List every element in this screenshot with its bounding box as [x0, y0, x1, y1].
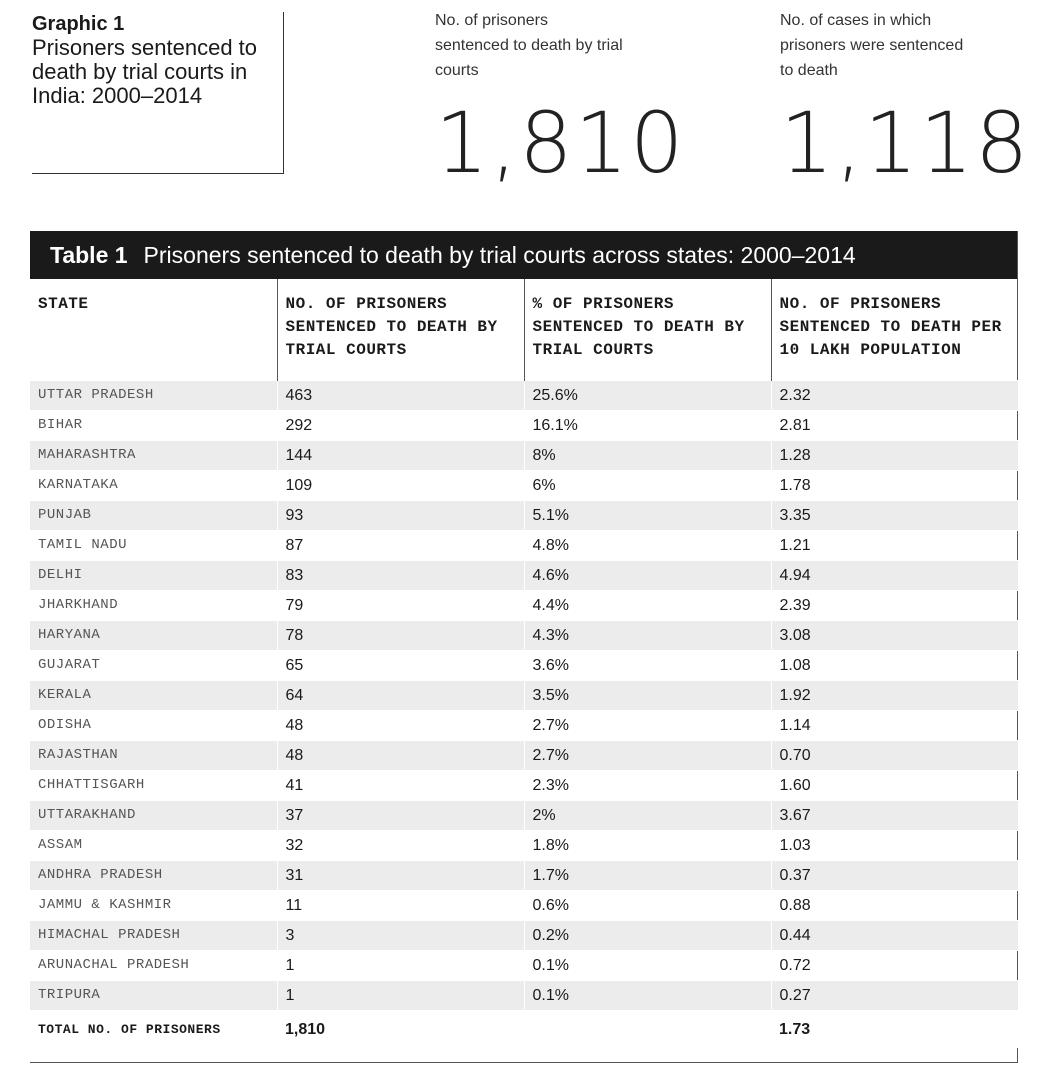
cell-count: 41 [277, 770, 524, 800]
table-title: Prisoners sentenced to death by trial courts across states: 2000–2014 [143, 241, 856, 268]
cell-per-lakh: 3.08 [771, 620, 1018, 650]
cell-percent: 6% [524, 470, 771, 500]
cell-percent: 3.5% [524, 680, 771, 710]
cell-per-lakh: 2.81 [771, 410, 1018, 440]
total-cell-percent [524, 1010, 771, 1048]
cell-percent: 16.1% [524, 410, 771, 440]
cell-percent: 0.1% [524, 980, 771, 1010]
cell-state: RAJASTHAN [30, 740, 277, 770]
cell-state: KERALA [30, 680, 277, 710]
graphic-caption-box [32, 12, 284, 174]
cell-percent: 4.3% [524, 620, 771, 650]
cell-percent: 0.1% [524, 950, 771, 980]
table-row [30, 770, 1018, 800]
header-row [30, 279, 1018, 380]
table-row [30, 410, 1018, 440]
cell-count: 32 [277, 830, 524, 860]
cell-per-lakh: 0.70 [771, 740, 1018, 770]
cell-count: 463 [277, 380, 524, 410]
column-header-count: NO. OF PRISONERS SENTENCED TO DEATH BY TRIAL COURTS [277, 279, 524, 380]
cell-count: 1 [277, 980, 524, 1010]
table-label: Table 1 [50, 241, 128, 268]
cell-per-lakh: 1.14 [771, 710, 1018, 740]
table-row [30, 920, 1018, 950]
cell-per-lakh: 1.28 [771, 440, 1018, 470]
cell-state: CHHATTISGARH [30, 770, 277, 800]
cell-state: GUJARAT [30, 650, 277, 680]
cell-percent: 25.6% [524, 380, 771, 410]
cell-state: DELHI [30, 560, 277, 590]
cell-count: 3 [277, 920, 524, 950]
cell-per-lakh: 1.03 [771, 830, 1018, 860]
cell-count: 292 [277, 410, 524, 440]
cell-percent: 4.6% [524, 560, 771, 590]
cell-count: 87 [277, 530, 524, 560]
cell-percent: 1.8% [524, 830, 771, 860]
cell-state: HIMACHAL PRADESH [30, 920, 277, 950]
cell-state: ASSAM [30, 830, 277, 860]
graphic-title: Prisoners sentenced to death by trial courts in India: 2000–2014 [32, 35, 258, 108]
cell-state: PUNJAB [30, 500, 277, 530]
cell-count: 11 [277, 890, 524, 920]
cell-state: MAHARASHTRA [30, 440, 277, 470]
cell-percent: 0.6% [524, 890, 771, 920]
table-row [30, 950, 1018, 980]
cell-count: 65 [277, 650, 524, 680]
cell-percent: 2% [524, 800, 771, 830]
data-table [30, 279, 1018, 1048]
cell-count: 1 [277, 950, 524, 980]
cell-count: 83 [277, 560, 524, 590]
cell-percent: 2.7% [524, 710, 771, 740]
cell-state: UTTARAKHAND [30, 800, 277, 830]
cell-percent: 5.1% [524, 500, 771, 530]
table-row [30, 740, 1018, 770]
cell-count: 93 [277, 500, 524, 530]
cell-percent: 2.3% [524, 770, 771, 800]
cell-count: 109 [277, 470, 524, 500]
cell-state: JAMMU & KASHMIR [30, 890, 277, 920]
cell-per-lakh: 0.88 [771, 890, 1018, 920]
cell-state: HARYANA [30, 620, 277, 650]
cell-per-lakh: 0.27 [771, 980, 1018, 1010]
cell-state: TAMIL NADU [30, 530, 277, 560]
cell-state: TRIPURA [30, 980, 277, 1010]
total-cell-count: 1,810 [277, 1010, 524, 1048]
cell-per-lakh: 0.72 [771, 950, 1018, 980]
table-row [30, 710, 1018, 740]
cell-per-lakh: 4.94 [771, 560, 1018, 590]
cell-per-lakh: 1.08 [771, 650, 1018, 680]
stat-prisoners [435, 8, 686, 192]
table-row [30, 530, 1018, 560]
table-row [30, 860, 1018, 890]
column-header-per-lakh: NO. OF PRISONERS SENTENCED TO DEATH PER 10 LAKH POPULATION [771, 279, 1018, 380]
cell-percent: 8% [524, 440, 771, 470]
cell-state: ARUNACHAL PRADESH [30, 950, 277, 980]
table-row [30, 680, 1018, 710]
cell-per-lakh: 2.39 [771, 590, 1018, 620]
table-row [30, 440, 1018, 470]
total-cell-state: TOTAL NO. OF PRISONERS [30, 1010, 277, 1048]
column-header-state: STATE [38, 295, 89, 313]
table-title-bar [30, 231, 1017, 279]
total-cell-per-lakh: 1.73 [771, 1010, 1018, 1048]
stat-value: 1,810 [435, 94, 686, 192]
cell-count: 144 [277, 440, 524, 470]
cell-percent: 4.8% [524, 530, 771, 560]
cell-per-lakh: 3.35 [771, 500, 1018, 530]
cell-state: ANDHRA PRADESH [30, 860, 277, 890]
table-row [30, 380, 1018, 410]
table-row [30, 830, 1018, 860]
cell-count: 31 [277, 860, 524, 890]
cell-percent: 3.6% [524, 650, 771, 680]
stat-value: 1,118 [780, 94, 1031, 192]
cell-per-lakh: 0.44 [771, 920, 1018, 950]
graphic-label: Graphic 1 [32, 13, 125, 35]
table-row [30, 470, 1018, 500]
table-row [30, 560, 1018, 590]
cell-count: 48 [277, 740, 524, 770]
cell-percent: 4.4% [524, 590, 771, 620]
cell-count: 64 [277, 680, 524, 710]
cell-state: ODISHA [30, 710, 277, 740]
table-row [30, 650, 1018, 680]
cell-count: 78 [277, 620, 524, 650]
cell-percent: 2.7% [524, 740, 771, 770]
cell-per-lakh: 3.67 [771, 800, 1018, 830]
total-row [30, 1010, 1018, 1048]
cell-count: 79 [277, 590, 524, 620]
cell-per-lakh: 1.78 [771, 470, 1018, 500]
cell-count: 48 [277, 710, 524, 740]
cell-state: JHARKHAND [30, 590, 277, 620]
table-row [30, 800, 1018, 830]
table-row [30, 980, 1018, 1010]
cell-state: UTTAR PRADESH [30, 380, 277, 410]
cell-per-lakh: 2.32 [771, 380, 1018, 410]
stat-label: No. of prisoners sentenced to death by trial courts [435, 12, 623, 79]
cell-percent: 1.7% [524, 860, 771, 890]
cell-per-lakh: 1.60 [771, 770, 1018, 800]
table-row [30, 620, 1018, 650]
cell-per-lakh: 1.21 [771, 530, 1018, 560]
cell-count: 37 [277, 800, 524, 830]
cell-per-lakh: 1.92 [771, 680, 1018, 710]
cell-state: BIHAR [30, 410, 277, 440]
table-row [30, 890, 1018, 920]
table-row [30, 590, 1018, 620]
column-header-percent: % OF PRISONERS SENTENCED TO DEATH BY TRIAL COURTS [524, 279, 771, 380]
cell-per-lakh: 0.37 [771, 860, 1018, 890]
cell-state: KARNATAKA [30, 470, 277, 500]
cell-percent: 0.2% [524, 920, 771, 950]
stat-cases [780, 8, 1031, 192]
state-table [30, 231, 1018, 1063]
stat-label: No. of cases in which prisoners were sentenced to death [780, 12, 964, 79]
table-row [30, 500, 1018, 530]
